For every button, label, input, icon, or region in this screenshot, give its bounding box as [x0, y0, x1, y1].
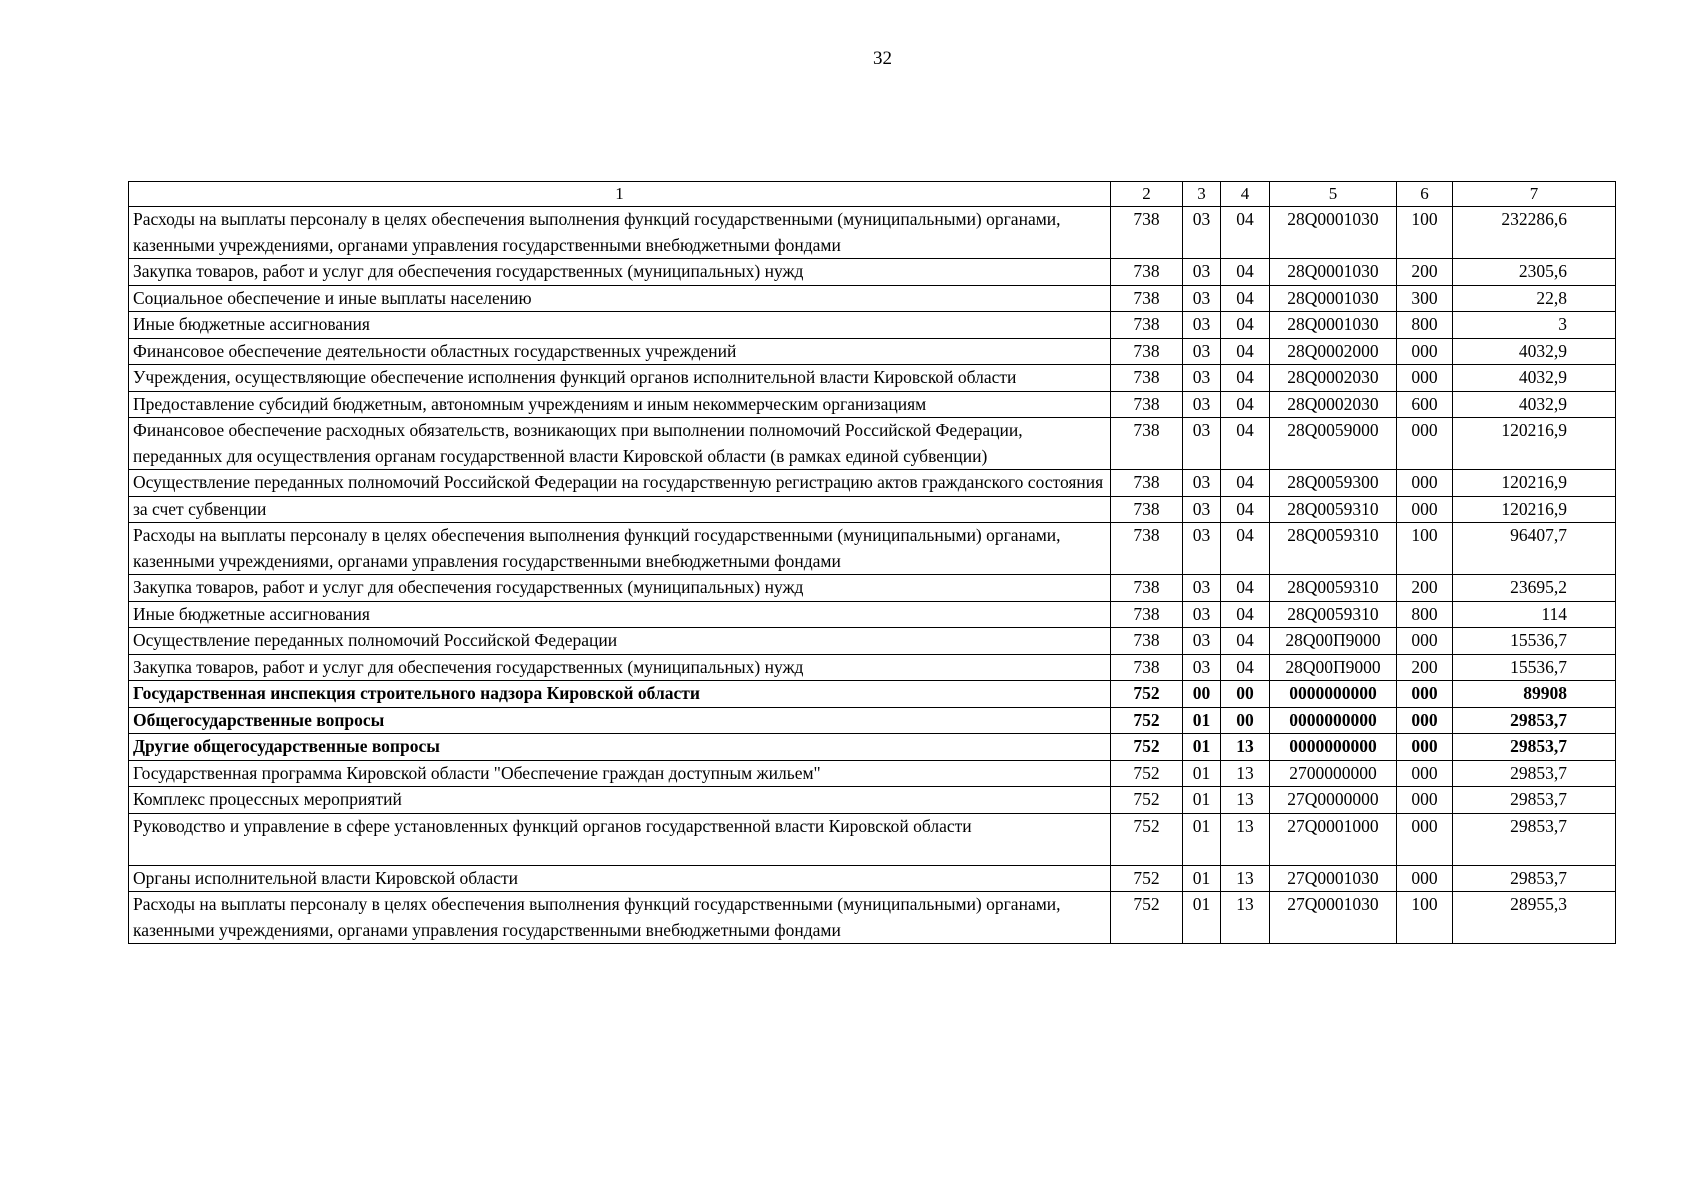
row-target-article-cell: 27Q0001000 — [1270, 813, 1397, 865]
row-expense-type-cell: 800 — [1397, 312, 1453, 339]
table-row — [129, 523, 1616, 575]
row-subsection-cell: 04 — [1221, 312, 1270, 339]
row-subsection-cell: 00 — [1221, 707, 1270, 734]
row-subsection-cell: 04 — [1221, 207, 1270, 259]
row-target-article-cell: 28Q0059310 — [1270, 523, 1397, 575]
table-row — [129, 628, 1616, 655]
row-code-cell: 752 — [1111, 760, 1183, 787]
row-name-cell: Социальное обеспечение и иные выплаты населению — [129, 285, 1111, 312]
row-amount-cell: 120216,9 — [1453, 496, 1616, 523]
row-section-cell: 03 — [1183, 575, 1221, 602]
row-subsection-cell: 04 — [1221, 654, 1270, 681]
table-row — [129, 892, 1616, 944]
row-target-article-cell: 28Q00П9000 — [1270, 628, 1397, 655]
row-name-cell: Общегосударственные вопросы — [129, 707, 1111, 734]
row-name-cell: Расходы на выплаты персоналу в целях обеспечения выполнения функций государственными (муниципальными) органами, казенными учреждениями, органами управления государственными внебюджетными фондами — [129, 207, 1111, 259]
table-row — [129, 681, 1616, 708]
row-amount-cell: 3 — [1453, 312, 1616, 339]
table-row — [129, 707, 1616, 734]
row-name-cell: Предоставление субсидий бюджетным, автономным учреждениям и иным некоммерческим организациям — [129, 391, 1111, 418]
row-section-cell: 03 — [1183, 365, 1221, 392]
row-subsection-cell: 13 — [1221, 734, 1270, 761]
row-amount-cell: 15536,7 — [1453, 654, 1616, 681]
row-section-cell: 03 — [1183, 470, 1221, 497]
row-section-cell: 01 — [1183, 787, 1221, 814]
row-expense-type-cell: 000 — [1397, 760, 1453, 787]
row-name-cell: Руководство и управление в сфере установленных функций органов государственной власти Кировской области — [129, 813, 1111, 865]
column-header: 6 — [1397, 182, 1453, 207]
row-expense-type-cell: 200 — [1397, 575, 1453, 602]
row-subsection-cell: 13 — [1221, 892, 1270, 944]
row-amount-cell: 29853,7 — [1453, 787, 1616, 814]
row-expense-type-cell: 000 — [1397, 470, 1453, 497]
row-code-cell: 752 — [1111, 865, 1183, 892]
row-amount-cell: 4032,9 — [1453, 365, 1616, 392]
row-target-article-cell: 28Q0002000 — [1270, 338, 1397, 365]
row-name-cell: Учреждения, осуществляющие обеспечение исполнения функций органов исполнительной власти Кировской области — [129, 365, 1111, 392]
table-row — [129, 365, 1616, 392]
row-name-cell: Финансовое обеспечение деятельности областных государственных учреждений — [129, 338, 1111, 365]
row-expense-type-cell: 200 — [1397, 654, 1453, 681]
row-code-cell: 738 — [1111, 418, 1183, 470]
row-target-article-cell: 27Q0001030 — [1270, 865, 1397, 892]
row-subsection-cell: 04 — [1221, 365, 1270, 392]
row-amount-cell: 2305,6 — [1453, 259, 1616, 286]
row-subsection-cell: 13 — [1221, 813, 1270, 865]
row-expense-type-cell: 600 — [1397, 391, 1453, 418]
table-row — [129, 813, 1616, 865]
row-amount-cell: 96407,7 — [1453, 523, 1616, 575]
row-expense-type-cell: 000 — [1397, 813, 1453, 865]
table-header-row — [129, 182, 1616, 207]
row-target-article-cell: 28Q00П9000 — [1270, 654, 1397, 681]
row-target-article-cell: 28Q0059310 — [1270, 496, 1397, 523]
row-name-cell: Закупка товаров, работ и услуг для обеспечения государственных (муниципальных) нужд — [129, 259, 1111, 286]
table-row — [129, 575, 1616, 602]
row-section-cell: 03 — [1183, 285, 1221, 312]
row-subsection-cell: 04 — [1221, 601, 1270, 628]
row-expense-type-cell: 000 — [1397, 338, 1453, 365]
row-expense-type-cell: 000 — [1397, 418, 1453, 470]
row-name-cell: Расходы на выплаты персоналу в целях обеспечения выполнения функций государственными (муниципальными) органами, казенными учреждениями, органами управления государственными внебюджетными фондами — [129, 892, 1111, 944]
row-subsection-cell: 04 — [1221, 523, 1270, 575]
row-section-cell: 03 — [1183, 654, 1221, 681]
row-section-cell: 03 — [1183, 207, 1221, 259]
row-expense-type-cell: 300 — [1397, 285, 1453, 312]
row-amount-cell: 114 — [1453, 601, 1616, 628]
row-code-cell: 752 — [1111, 734, 1183, 761]
row-target-article-cell: 28Q0001030 — [1270, 207, 1397, 259]
row-subsection-cell: 04 — [1221, 259, 1270, 286]
row-target-article-cell: 28Q0059310 — [1270, 601, 1397, 628]
table-row — [129, 207, 1616, 259]
table-row — [129, 470, 1616, 497]
row-expense-type-cell: 000 — [1397, 865, 1453, 892]
table-row — [129, 391, 1616, 418]
column-header: 5 — [1270, 182, 1397, 207]
row-target-article-cell: 27Q0000000 — [1270, 787, 1397, 814]
row-section-cell: 03 — [1183, 259, 1221, 286]
row-code-cell: 752 — [1111, 813, 1183, 865]
row-code-cell: 738 — [1111, 628, 1183, 655]
row-amount-cell: 15536,7 — [1453, 628, 1616, 655]
table-row — [129, 760, 1616, 787]
row-target-article-cell: 28Q0002030 — [1270, 391, 1397, 418]
row-expense-type-cell: 000 — [1397, 787, 1453, 814]
row-amount-cell: 4032,9 — [1453, 391, 1616, 418]
row-code-cell: 738 — [1111, 575, 1183, 602]
row-code-cell: 738 — [1111, 207, 1183, 259]
row-section-cell: 03 — [1183, 601, 1221, 628]
row-subsection-cell: 13 — [1221, 865, 1270, 892]
row-amount-cell: 28955,3 — [1453, 892, 1616, 944]
row-code-cell: 738 — [1111, 523, 1183, 575]
table-row — [129, 496, 1616, 523]
row-amount-cell: 89908 — [1453, 681, 1616, 708]
row-name-cell: Иные бюджетные ассигнования — [129, 312, 1111, 339]
row-target-article-cell: 28Q0059300 — [1270, 470, 1397, 497]
row-amount-cell: 4032,9 — [1453, 338, 1616, 365]
row-section-cell: 01 — [1183, 865, 1221, 892]
row-amount-cell: 29853,7 — [1453, 865, 1616, 892]
table-row — [129, 285, 1616, 312]
table-body — [129, 207, 1616, 944]
column-header: 7 — [1453, 182, 1616, 207]
row-expense-type-cell: 100 — [1397, 523, 1453, 575]
row-code-cell: 738 — [1111, 338, 1183, 365]
row-target-article-cell: 28Q0001030 — [1270, 285, 1397, 312]
row-amount-cell: 120216,9 — [1453, 470, 1616, 497]
row-subsection-cell: 13 — [1221, 787, 1270, 814]
row-code-cell: 738 — [1111, 259, 1183, 286]
row-amount-cell: 29853,7 — [1453, 707, 1616, 734]
row-target-article-cell: 28Q0059000 — [1270, 418, 1397, 470]
row-code-cell: 752 — [1111, 787, 1183, 814]
row-code-cell: 738 — [1111, 654, 1183, 681]
row-expense-type-cell: 100 — [1397, 207, 1453, 259]
row-code-cell: 752 — [1111, 892, 1183, 944]
row-expense-type-cell: 000 — [1397, 496, 1453, 523]
row-name-cell: Иные бюджетные ассигнования — [129, 601, 1111, 628]
row-name-cell: Финансовое обеспечение расходных обязательств, возникающих при выполнении полномочий Российской Федерации, переданных для осуществления органам государственной власти Кировской области (в рамках единой субвенции) — [129, 418, 1111, 470]
row-amount-cell: 120216,9 — [1453, 418, 1616, 470]
row-subsection-cell: 04 — [1221, 338, 1270, 365]
row-section-cell: 03 — [1183, 523, 1221, 575]
row-subsection-cell: 04 — [1221, 470, 1270, 497]
row-amount-cell: 29853,7 — [1453, 760, 1616, 787]
row-code-cell: 738 — [1111, 365, 1183, 392]
row-section-cell: 03 — [1183, 338, 1221, 365]
row-section-cell: 03 — [1183, 418, 1221, 470]
row-section-cell: 00 — [1183, 681, 1221, 708]
row-subsection-cell: 04 — [1221, 575, 1270, 602]
table-row — [129, 338, 1616, 365]
row-expense-type-cell: 000 — [1397, 707, 1453, 734]
page-number: 32 — [873, 48, 892, 69]
row-target-article-cell: 28Q0059310 — [1270, 575, 1397, 602]
row-section-cell: 03 — [1183, 628, 1221, 655]
table-row — [129, 259, 1616, 286]
row-code-cell: 738 — [1111, 496, 1183, 523]
row-name-cell: Осуществление переданных полномочий Российской Федерации на государственную регистрацию актов гражданского состояния — [129, 470, 1111, 497]
row-target-article-cell: 2700000000 — [1270, 760, 1397, 787]
table-row — [129, 312, 1616, 339]
table-row — [129, 654, 1616, 681]
row-name-cell: за счет субвенции — [129, 496, 1111, 523]
table-row — [129, 734, 1616, 761]
row-code-cell: 752 — [1111, 707, 1183, 734]
row-name-cell: Расходы на выплаты персоналу в целях обеспечения выполнения функций государственными (муниципальными) органами, казенными учреждениями, органами управления государственными внебюджетными фондами — [129, 523, 1111, 575]
row-subsection-cell: 04 — [1221, 628, 1270, 655]
row-expense-type-cell: 800 — [1397, 601, 1453, 628]
row-subsection-cell: 04 — [1221, 285, 1270, 312]
row-section-cell: 01 — [1183, 813, 1221, 865]
row-name-cell: Государственная программа Кировской области "Обеспечение граждан доступным жильем" — [129, 760, 1111, 787]
row-target-article-cell: 27Q0001030 — [1270, 892, 1397, 944]
row-target-article-cell: 0000000000 — [1270, 734, 1397, 761]
row-target-article-cell: 0000000000 — [1270, 681, 1397, 708]
row-expense-type-cell: 000 — [1397, 365, 1453, 392]
row-amount-cell: 232286,6 — [1453, 207, 1616, 259]
row-amount-cell: 23695,2 — [1453, 575, 1616, 602]
row-section-cell: 01 — [1183, 760, 1221, 787]
row-expense-type-cell: 100 — [1397, 892, 1453, 944]
row-subsection-cell: 00 — [1221, 681, 1270, 708]
row-code-cell: 738 — [1111, 470, 1183, 497]
row-section-cell: 03 — [1183, 496, 1221, 523]
row-section-cell: 01 — [1183, 892, 1221, 944]
row-code-cell: 738 — [1111, 391, 1183, 418]
budget-table — [128, 181, 1616, 944]
row-target-article-cell: 28Q0001030 — [1270, 259, 1397, 286]
row-subsection-cell: 04 — [1221, 391, 1270, 418]
table-row — [129, 787, 1616, 814]
row-name-cell: Закупка товаров, работ и услуг для обеспечения государственных (муниципальных) нужд — [129, 654, 1111, 681]
column-header: 1 — [129, 182, 1111, 207]
row-expense-type-cell: 200 — [1397, 259, 1453, 286]
row-name-cell: Комплекс процессных мероприятий — [129, 787, 1111, 814]
row-amount-cell: 29853,7 — [1453, 734, 1616, 761]
row-subsection-cell: 04 — [1221, 496, 1270, 523]
row-subsection-cell: 04 — [1221, 418, 1270, 470]
row-target-article-cell: 28Q0002030 — [1270, 365, 1397, 392]
row-name-cell: Другие общегосударственные вопросы — [129, 734, 1111, 761]
row-section-cell: 01 — [1183, 707, 1221, 734]
row-section-cell: 03 — [1183, 391, 1221, 418]
row-amount-cell: 29853,7 — [1453, 813, 1616, 865]
row-expense-type-cell: 000 — [1397, 734, 1453, 761]
column-header: 3 — [1183, 182, 1221, 207]
row-amount-cell: 22,8 — [1453, 285, 1616, 312]
table-row — [129, 418, 1616, 470]
row-code-cell: 738 — [1111, 312, 1183, 339]
row-name-cell: Государственная инспекция строительного надзора Кировской области — [129, 681, 1111, 708]
row-name-cell: Осуществление переданных полномочий Российской Федерации — [129, 628, 1111, 655]
row-name-cell: Органы исполнительной власти Кировской области — [129, 865, 1111, 892]
row-subsection-cell: 13 — [1221, 760, 1270, 787]
row-target-article-cell: 0000000000 — [1270, 707, 1397, 734]
row-target-article-cell: 28Q0001030 — [1270, 312, 1397, 339]
row-section-cell: 01 — [1183, 734, 1221, 761]
row-code-cell: 752 — [1111, 681, 1183, 708]
column-header: 4 — [1221, 182, 1270, 207]
row-section-cell: 03 — [1183, 312, 1221, 339]
row-expense-type-cell: 000 — [1397, 681, 1453, 708]
table-row — [129, 601, 1616, 628]
row-name-cell: Закупка товаров, работ и услуг для обеспечения государственных (муниципальных) нужд — [129, 575, 1111, 602]
row-code-cell: 738 — [1111, 601, 1183, 628]
row-expense-type-cell: 000 — [1397, 628, 1453, 655]
column-header: 2 — [1111, 182, 1183, 207]
row-code-cell: 738 — [1111, 285, 1183, 312]
table-row — [129, 865, 1616, 892]
